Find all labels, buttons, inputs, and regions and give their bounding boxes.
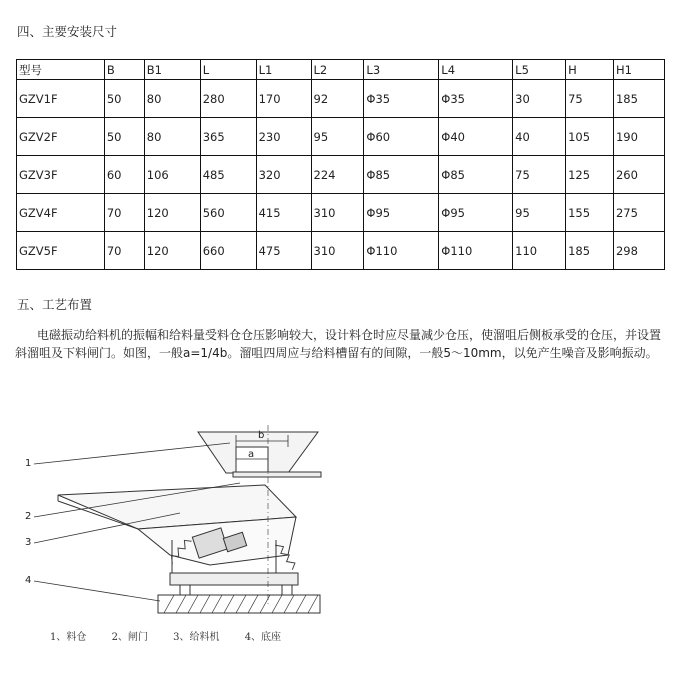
feeder-layout-diagram <box>20 405 350 645</box>
table-cell: GZV2F <box>17 118 105 156</box>
table-cell: 106 <box>144 156 200 194</box>
table-cell: GZV5F <box>17 232 105 270</box>
table-cell: 310 <box>311 232 364 270</box>
table-cell: 80 <box>144 80 200 118</box>
table-cell: 660 <box>200 232 256 270</box>
table-cell: 110 <box>513 232 566 270</box>
table-cell: 105 <box>566 118 614 156</box>
caption-item: 2、闸门 <box>111 632 148 643</box>
header-cell: L5 <box>513 60 566 80</box>
table-cell: GZV3F <box>17 156 105 194</box>
table-cell: 40 <box>513 118 566 156</box>
dimension-table <box>16 59 665 270</box>
table-cell: 120 <box>144 194 200 232</box>
table-row <box>17 80 665 118</box>
table-cell: Φ35 <box>439 80 513 118</box>
table-cell: 230 <box>256 118 311 156</box>
dimension-b-label: b <box>258 430 265 441</box>
table-cell: 50 <box>104 118 144 156</box>
table-row <box>17 194 665 232</box>
table-cell: Φ110 <box>439 232 513 270</box>
header-cell: L1 <box>256 60 311 80</box>
table-cell: Φ35 <box>364 80 439 118</box>
table-cell: 190 <box>613 118 664 156</box>
table-cell: 92 <box>311 80 364 118</box>
table-cell: 415 <box>256 194 311 232</box>
table-cell: Φ85 <box>364 156 439 194</box>
label-4: 4 <box>25 575 32 586</box>
table-cell: 70 <box>104 194 144 232</box>
gate-plate <box>233 472 321 477</box>
table-cell: 275 <box>613 194 664 232</box>
table-cell: 260 <box>613 156 664 194</box>
table-cell: 155 <box>566 194 614 232</box>
header-cell: B <box>104 60 144 80</box>
leader-1 <box>34 443 230 464</box>
header-cell: H1 <box>613 60 664 80</box>
table-row <box>17 232 665 270</box>
header-cell: L4 <box>439 60 513 80</box>
table-cell: 560 <box>200 194 256 232</box>
header-cell: L <box>200 60 256 80</box>
table-cell: 485 <box>200 156 256 194</box>
label-3: 3 <box>25 537 32 548</box>
base-frame <box>170 573 298 585</box>
header-cell: L2 <box>311 60 364 80</box>
table-cell: 50 <box>104 80 144 118</box>
table-cell: 224 <box>311 156 364 194</box>
table-cell: 125 <box>566 156 614 194</box>
header-cell: L3 <box>364 60 439 80</box>
table-cell: Φ60 <box>364 118 439 156</box>
table-cell: 365 <box>200 118 256 156</box>
header-cell: B1 <box>144 60 200 80</box>
layout-paragraph: 电磁振动给料机的振幅和给料量受料仓仓压影响较大，设计料仓时应尽量减少仓压，使溜咀后侧板承受的仓压，并设置斜溜咀及下料闸门。如图，一般a=1/4b。溜咀四周应与给料槽留有的间隙，一般5～10mm，以免产生噪音及影响振动。 <box>15 328 662 360</box>
caption-item: 1、料仓 <box>50 632 87 643</box>
table-cell: 475 <box>256 232 311 270</box>
table-cell: 30 <box>513 80 566 118</box>
table-cell: 185 <box>566 232 614 270</box>
header-cell: H <box>566 60 614 80</box>
table-cell: 60 <box>104 156 144 194</box>
caption-item: 3、给料机 <box>173 632 220 643</box>
table-cell: 75 <box>513 156 566 194</box>
table-row <box>17 118 665 156</box>
table-cell: Φ95 <box>364 194 439 232</box>
section-4-title: 四、主要安装尺寸 <box>17 24 118 39</box>
table-cell: Φ85 <box>439 156 513 194</box>
table-cell: 95 <box>513 194 566 232</box>
table-cell: 310 <box>311 194 364 232</box>
section-5-title: 五、工艺布置 <box>17 297 93 312</box>
dimension-a-label: a <box>248 449 255 460</box>
table-header-row <box>17 60 665 80</box>
header-cell: 型号 <box>17 60 105 80</box>
table-cell: 70 <box>104 232 144 270</box>
leader-4 <box>34 581 160 601</box>
table-cell: Φ110 <box>364 232 439 270</box>
label-1: 1 <box>25 458 32 469</box>
table-cell: Φ40 <box>439 118 513 156</box>
table-cell: 185 <box>613 80 664 118</box>
table-cell: 170 <box>256 80 311 118</box>
foundation <box>158 595 320 613</box>
figure-caption <box>50 628 303 643</box>
caption-item: 4、底座 <box>244 632 282 643</box>
table-cell: 120 <box>144 232 200 270</box>
table-cell: 80 <box>144 118 200 156</box>
table-row <box>17 156 665 194</box>
label-2: 2 <box>25 511 32 522</box>
table-cell: 75 <box>566 80 614 118</box>
table-cell: 95 <box>311 118 364 156</box>
table-cell: 320 <box>256 156 311 194</box>
table-cell: GZV4F <box>17 194 105 232</box>
table-cell: Φ95 <box>439 194 513 232</box>
table-cell: 280 <box>200 80 256 118</box>
table-cell: 298 <box>613 232 664 270</box>
table-cell: GZV1F <box>17 80 105 118</box>
